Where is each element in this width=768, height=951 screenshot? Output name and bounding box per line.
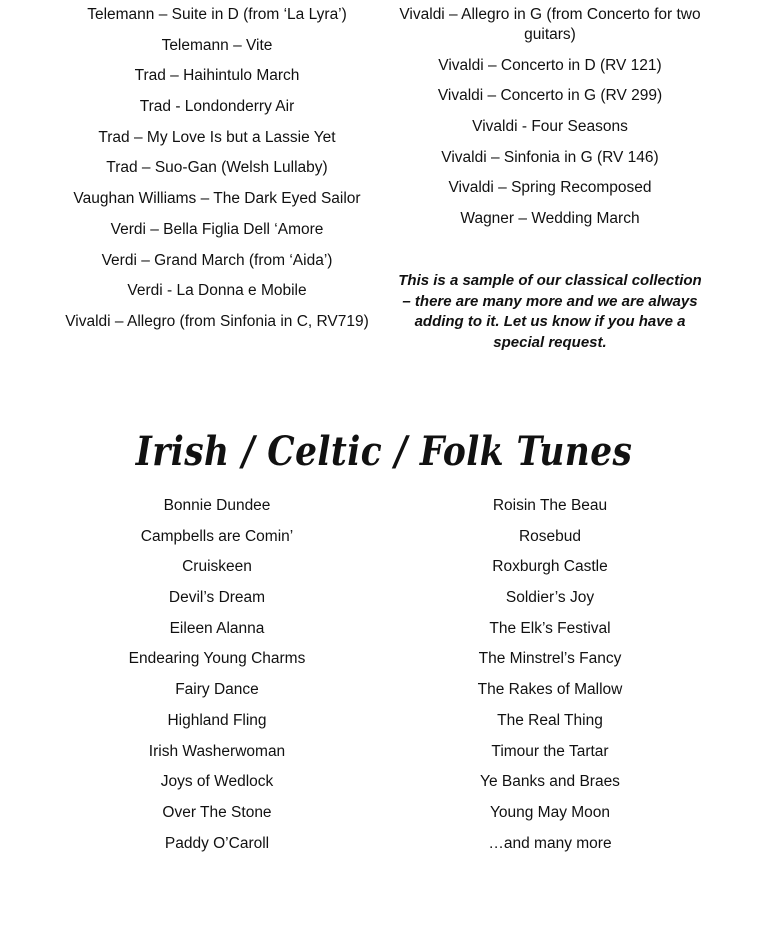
list-item: Fairy Dance [175, 681, 259, 699]
list-item: Joys of Wedlock [160, 773, 274, 791]
list-item: The Minstrel’s Fancy [478, 650, 622, 668]
list-item: Rosebud [518, 527, 582, 545]
list-item: Trad – Suo-Gan (Welsh Lullaby) [106, 159, 328, 177]
irish-section-heading: Irish / Celtic / Folk Tunes [135, 428, 633, 475]
list-item: Wagner – Wedding March [460, 210, 640, 228]
list-item: Vivaldi – Concerto in D (RV 121) [438, 56, 662, 74]
list-item: Roisin The Beau [492, 497, 608, 514]
list-item: Vivaldi – Sinfonia in G (RV 146) [441, 148, 659, 166]
list-item: Vaughan Williams – The Dark Eyed Sailor [73, 190, 361, 208]
list-item: Devil’s Dream [168, 589, 266, 607]
list-item: Vivaldi – Concerto in G (RV 299) [437, 87, 663, 105]
list-item: Verdi – Bella Figlia Dell ‘Amore [110, 220, 324, 238]
list-item: Bonnie Dundee [163, 497, 271, 514]
list-item: Irish Washerwoman [148, 742, 286, 760]
list-item: Verdi – Grand March (from ‘Aida’) [101, 251, 333, 269]
classical-collection-note: This is a sample of our classical collection – there are many more and we are always adding to it. Let us know if you have a special request. [398, 272, 702, 351]
irish-list-right [395, 496, 705, 864]
list-item: Over The Stone [162, 803, 272, 821]
list-item: Vivaldi - Four Seasons [472, 118, 628, 136]
classical-list-left [62, 5, 372, 343]
classical-list-right [395, 5, 705, 240]
list-item: Telemann – Vite [161, 36, 273, 54]
list-item: Roxburgh Castle [492, 558, 608, 576]
list-item: …and many more [488, 834, 612, 852]
list-item: Highland Fling [167, 711, 267, 729]
list-item: Vivaldi – Spring Recomposed [448, 179, 652, 197]
irish-list-left [62, 496, 372, 864]
list-item: Endearing Young Charms [128, 650, 306, 668]
list-item: Trad - Londonderry Air [139, 98, 295, 116]
list-item: Young May Moon [489, 803, 611, 821]
list-item: Ye Banks and Braes [480, 773, 620, 791]
list-item: The Real Thing [497, 711, 603, 729]
list-item: The Elk’s Festival [489, 619, 611, 637]
list-item: Cruiskeen [182, 558, 252, 576]
list-item: Campbells are Comin’ [140, 527, 294, 545]
list-item: Telemann – Suite in D (from ‘La Lyra’) [87, 6, 347, 23]
list-item: Verdi - La Donna e Mobile [127, 282, 307, 300]
list-item: Paddy O’Caroll [164, 834, 270, 852]
list-item: Trad – My Love Is but a Lassie Yet [98, 128, 336, 146]
list-item: Vivaldi – Allegro in G (from Concerto for two guitars) [399, 6, 701, 43]
list-item: Trad – Haihintulo March [134, 67, 300, 85]
list-item: The Rakes of Mallow [477, 681, 623, 699]
list-item: Timour the Tartar [491, 742, 609, 760]
list-item: Vivaldi – Allegro (from Sinfonia in C, RV719) [65, 312, 369, 330]
list-item: Eileen Alanna [169, 619, 265, 637]
list-item: Soldier’s Joy [505, 589, 595, 607]
